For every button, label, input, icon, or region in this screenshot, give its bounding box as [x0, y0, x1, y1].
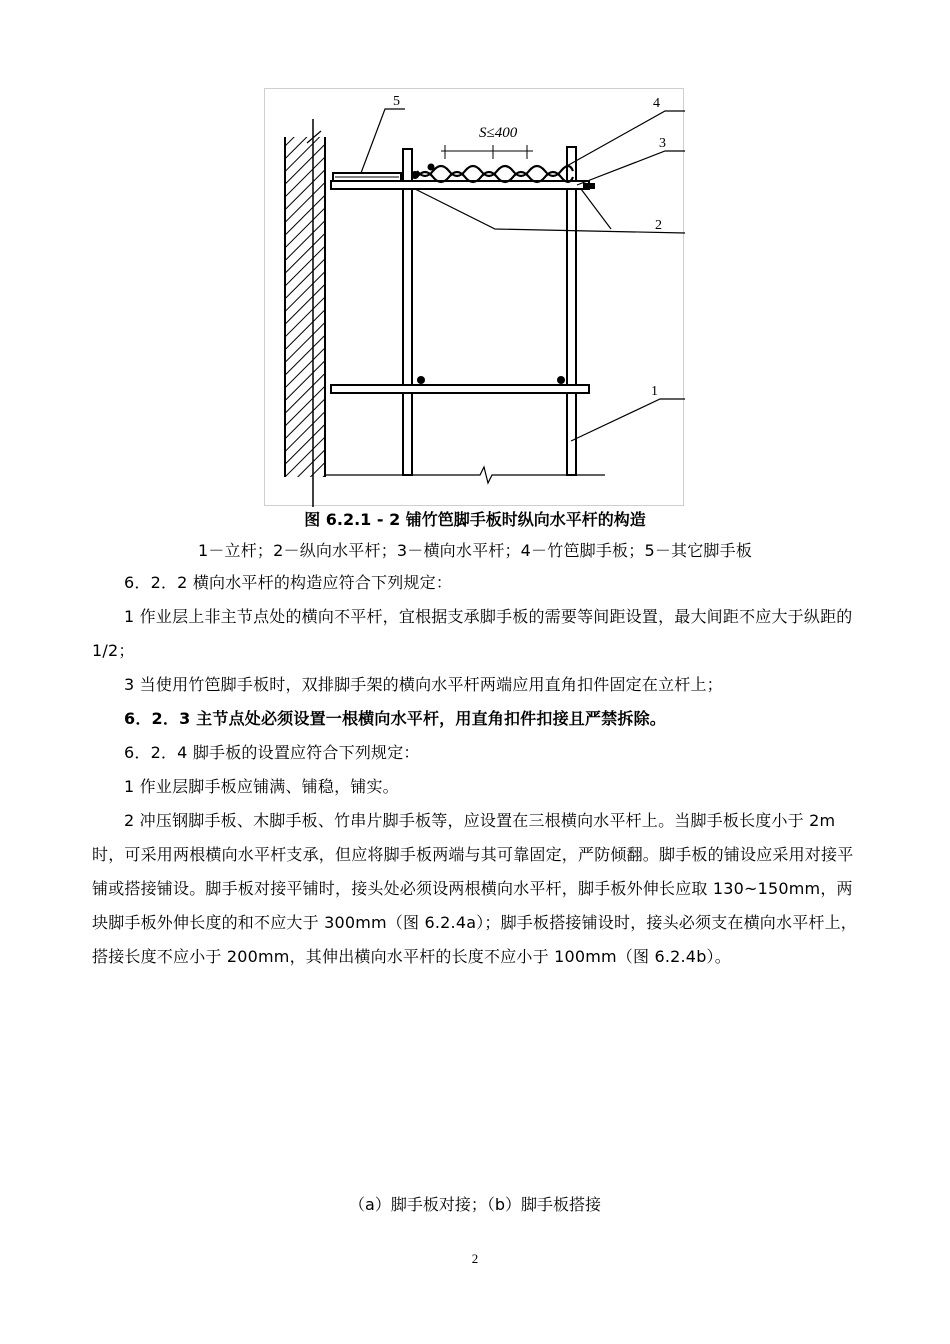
- label-5: 5: [393, 94, 400, 109]
- lower-ledger: [331, 376, 589, 393]
- dimension-marker: [441, 125, 533, 159]
- paragraph-6-2-4-item-2: 2 冲压钢脚手板、木脚手板、竹串片脚手板等，应设置在三根横向水平杆上。当脚手板长度小于 2m 时，可采用两根横向水平杆支承，但应将脚手板两端与其可靠固定，严防倾翻。脚手板的铺设应采用对接平铺或搭接铺设。脚手板对接平铺时，接头处必须设两根横向水平杆，脚手板外伸长应取 130~150mm，两块脚手板外伸长度的和不应大于 300mm（图 6.2.4a）；脚手板搭接铺设时，接头必须支在横向水平杆上，搭接长度不应小于 200mm，其伸出横向水平杆的长度不应小于 100mm（图 6.2.4b）。: [92, 811, 857, 966]
- scaffold-drawing: [265, 89, 685, 507]
- wall: [285, 119, 325, 507]
- label-1: 1: [651, 384, 658, 399]
- paragraph-6-2-2-item-1: 1 作业层上非主节点处的横向不平杆，宜根据支承脚手板的需要等间距设置，最大间距不应大于纵距的 1/2；: [92, 607, 853, 660]
- paragraph-6-2-4-item-1: 1 作业层脚手板应铺满、铺稳，铺实。: [124, 777, 399, 796]
- paragraph-6-2-2-item-3: 3 当使用竹笆脚手板时，双排脚手架的横向水平杆两端应用直角扣件固定在立杆上；: [124, 675, 723, 694]
- body-text: [92, 566, 862, 974]
- ground-line: [325, 467, 605, 483]
- paragraph-6-2-4: 6．2．4 脚手板的设置应符合下列规定：: [124, 743, 420, 762]
- paragraph-6-2-2: 6．2．2 横向水平杆的构造应符合下列规定：: [124, 573, 453, 592]
- label-2: 2: [655, 218, 662, 233]
- scaffold-figure: [264, 88, 684, 506]
- subfigure-caption: （a）脚手板对接；（b）脚手板搭接: [349, 1195, 601, 1214]
- figure-caption: 图 6.2.1 - 2 铺竹笆脚手板时纵向水平杆的构造: [304, 510, 646, 529]
- label-3: 3: [659, 136, 666, 151]
- figure-legend: 1－立杆；2－纵向水平杆；3－横向水平杆；4－竹笆脚手板；5－其它脚手板: [197, 541, 753, 560]
- label-4: 4: [653, 96, 660, 111]
- bamboo-mat: [411, 164, 573, 183]
- paragraph-6-2-3: 6．2．3 主节点处必须设置一根横向水平杆，用直角扣件扣接且严禁拆除。: [124, 709, 666, 728]
- dimension-label: S≤400: [479, 125, 518, 141]
- page-number: 2: [471, 1251, 479, 1266]
